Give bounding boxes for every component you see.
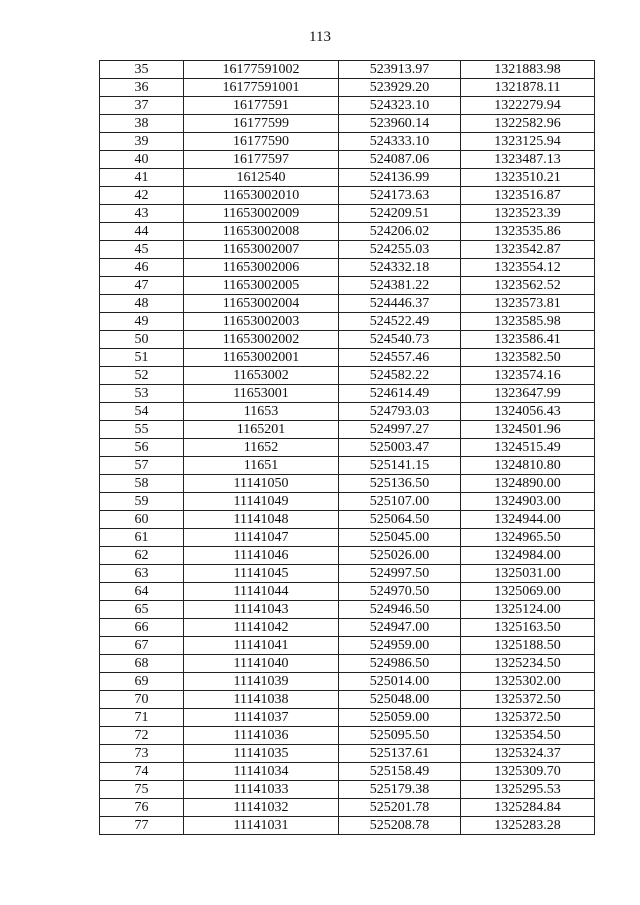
- row-number-cell: 52: [100, 367, 184, 385]
- x-coordinate-cell: 524173.63: [339, 187, 461, 205]
- point-id-cell: 11141033: [184, 781, 339, 799]
- y-coordinate-cell: 1323487.13: [461, 151, 595, 169]
- row-number-cell: 76: [100, 799, 184, 817]
- row-number-cell: 36: [100, 79, 184, 97]
- row-number-cell: 71: [100, 709, 184, 727]
- point-id-cell: 16177591002: [184, 61, 339, 79]
- row-number-cell: 66: [100, 619, 184, 637]
- table-row: [100, 511, 595, 529]
- y-coordinate-cell: 1324501.96: [461, 421, 595, 439]
- x-coordinate-cell: 524582.22: [339, 367, 461, 385]
- table-row: [100, 601, 595, 619]
- table-row: [100, 367, 595, 385]
- row-number-cell: 65: [100, 601, 184, 619]
- x-coordinate-cell: 524614.49: [339, 385, 461, 403]
- x-coordinate-cell: 525158.49: [339, 763, 461, 781]
- x-coordinate-cell: 524333.10: [339, 133, 461, 151]
- table-row: [100, 475, 595, 493]
- table-row: [100, 673, 595, 691]
- y-coordinate-cell: 1325302.00: [461, 673, 595, 691]
- point-id-cell: 11141047: [184, 529, 339, 547]
- x-coordinate-cell: 525208.78: [339, 817, 461, 835]
- y-coordinate-cell: 1324056.43: [461, 403, 595, 421]
- row-number-cell: 42: [100, 187, 184, 205]
- table-row: [100, 817, 595, 835]
- table-row: [100, 349, 595, 367]
- table-row: [100, 223, 595, 241]
- page-number: 113: [309, 29, 331, 45]
- x-coordinate-cell: 524206.02: [339, 223, 461, 241]
- point-id-cell: 11141050: [184, 475, 339, 493]
- y-coordinate-cell: 1324965.50: [461, 529, 595, 547]
- y-coordinate-cell: 1325295.53: [461, 781, 595, 799]
- point-id-cell: 11141032: [184, 799, 339, 817]
- point-id-cell: 16177590: [184, 133, 339, 151]
- table-row: [100, 547, 595, 565]
- x-coordinate-cell: 525137.61: [339, 745, 461, 763]
- x-coordinate-cell: 525179.38: [339, 781, 461, 799]
- table-row: [100, 763, 595, 781]
- y-coordinate-cell: 1322582.96: [461, 115, 595, 133]
- point-id-cell: 11653002005: [184, 277, 339, 295]
- row-number-cell: 64: [100, 583, 184, 601]
- y-coordinate-cell: 1323523.39: [461, 205, 595, 223]
- table-row: [100, 493, 595, 511]
- y-coordinate-cell: 1324944.00: [461, 511, 595, 529]
- row-number-cell: 45: [100, 241, 184, 259]
- row-number-cell: 54: [100, 403, 184, 421]
- table-row: [100, 241, 595, 259]
- point-id-cell: 11141037: [184, 709, 339, 727]
- x-coordinate-cell: 524136.99: [339, 169, 461, 187]
- point-id-cell: 16177599: [184, 115, 339, 133]
- point-id-cell: 11141046: [184, 547, 339, 565]
- y-coordinate-cell: 1323582.50: [461, 349, 595, 367]
- x-coordinate-cell: 525014.00: [339, 673, 461, 691]
- table-row: [100, 61, 595, 79]
- point-id-cell: 11141036: [184, 727, 339, 745]
- table-row: [100, 187, 595, 205]
- row-number-cell: 67: [100, 637, 184, 655]
- point-id-cell: 11653002006: [184, 259, 339, 277]
- row-number-cell: 51: [100, 349, 184, 367]
- y-coordinate-cell: 1323647.99: [461, 385, 595, 403]
- x-coordinate-cell: 523929.20: [339, 79, 461, 97]
- y-coordinate-cell: 1323535.86: [461, 223, 595, 241]
- table-row: [100, 97, 595, 115]
- x-coordinate-cell: 524793.03: [339, 403, 461, 421]
- table-row: [100, 115, 595, 133]
- row-number-cell: 39: [100, 133, 184, 151]
- table-row: [100, 691, 595, 709]
- row-number-cell: 56: [100, 439, 184, 457]
- y-coordinate-cell: 1323586.41: [461, 331, 595, 349]
- point-id-cell: 11653002008: [184, 223, 339, 241]
- y-coordinate-cell: 1325031.00: [461, 565, 595, 583]
- x-coordinate-cell: 523913.97: [339, 61, 461, 79]
- x-coordinate-cell: 524947.00: [339, 619, 461, 637]
- row-number-cell: 70: [100, 691, 184, 709]
- table-row: [100, 79, 595, 97]
- row-number-cell: 40: [100, 151, 184, 169]
- x-coordinate-cell: 524557.46: [339, 349, 461, 367]
- x-coordinate-cell: 524087.06: [339, 151, 461, 169]
- table-row: [100, 295, 595, 313]
- x-coordinate-cell: 524997.27: [339, 421, 461, 439]
- y-coordinate-cell: 1321878.11: [461, 79, 595, 97]
- row-number-cell: 53: [100, 385, 184, 403]
- row-number-cell: 55: [100, 421, 184, 439]
- row-number-cell: 62: [100, 547, 184, 565]
- y-coordinate-cell: 1323585.98: [461, 313, 595, 331]
- row-number-cell: 59: [100, 493, 184, 511]
- table-row: [100, 151, 595, 169]
- row-number-cell: 43: [100, 205, 184, 223]
- x-coordinate-cell: 525201.78: [339, 799, 461, 817]
- y-coordinate-cell: 1324890.00: [461, 475, 595, 493]
- x-coordinate-cell: 524522.49: [339, 313, 461, 331]
- y-coordinate-cell: 1323574.16: [461, 367, 595, 385]
- row-number-cell: 74: [100, 763, 184, 781]
- row-number-cell: 58: [100, 475, 184, 493]
- y-coordinate-cell: 1325372.50: [461, 709, 595, 727]
- table-row: [100, 655, 595, 673]
- x-coordinate-cell: 523960.14: [339, 115, 461, 133]
- point-id-cell: 11141034: [184, 763, 339, 781]
- y-coordinate-cell: 1325234.50: [461, 655, 595, 673]
- y-coordinate-cell: 1325124.00: [461, 601, 595, 619]
- table-row: [100, 745, 595, 763]
- table-row: [100, 439, 595, 457]
- x-coordinate-cell: 525048.00: [339, 691, 461, 709]
- row-number-cell: 77: [100, 817, 184, 835]
- table-row: [100, 529, 595, 547]
- x-coordinate-cell: 524381.22: [339, 277, 461, 295]
- point-id-cell: 16177597: [184, 151, 339, 169]
- row-number-cell: 38: [100, 115, 184, 133]
- table-row: [100, 709, 595, 727]
- y-coordinate-cell: 1323562.52: [461, 277, 595, 295]
- point-id-cell: 11653002007: [184, 241, 339, 259]
- point-id-cell: 11653002004: [184, 295, 339, 313]
- x-coordinate-cell: 524323.10: [339, 97, 461, 115]
- row-number-cell: 57: [100, 457, 184, 475]
- x-coordinate-cell: 525136.50: [339, 475, 461, 493]
- y-coordinate-cell: 1323573.81: [461, 295, 595, 313]
- y-coordinate-cell: 1323554.12: [461, 259, 595, 277]
- point-id-cell: 11653002: [184, 367, 339, 385]
- row-number-cell: 68: [100, 655, 184, 673]
- x-coordinate-cell: 525003.47: [339, 439, 461, 457]
- point-id-cell: 11141043: [184, 601, 339, 619]
- x-coordinate-cell: 525045.00: [339, 529, 461, 547]
- y-coordinate-cell: 1323125.94: [461, 133, 595, 151]
- y-coordinate-cell: 1325283.28: [461, 817, 595, 835]
- y-coordinate-cell: 1325309.70: [461, 763, 595, 781]
- point-id-cell: 16177591001: [184, 79, 339, 97]
- table-row: [100, 583, 595, 601]
- table-row: [100, 403, 595, 421]
- x-coordinate-cell: 524332.18: [339, 259, 461, 277]
- table-row: [100, 169, 595, 187]
- row-number-cell: 72: [100, 727, 184, 745]
- row-number-cell: 48: [100, 295, 184, 313]
- row-number-cell: 60: [100, 511, 184, 529]
- row-number-cell: 35: [100, 61, 184, 79]
- table-body: [100, 61, 595, 835]
- point-id-cell: 11141040: [184, 655, 339, 673]
- y-coordinate-cell: 1325188.50: [461, 637, 595, 655]
- point-id-cell: 11653002009: [184, 205, 339, 223]
- row-number-cell: 50: [100, 331, 184, 349]
- row-number-cell: 63: [100, 565, 184, 583]
- y-coordinate-cell: 1323516.87: [461, 187, 595, 205]
- y-coordinate-cell: 1325163.50: [461, 619, 595, 637]
- point-id-cell: 1612540: [184, 169, 339, 187]
- point-id-cell: 16177591: [184, 97, 339, 115]
- table-row: [100, 259, 595, 277]
- x-coordinate-cell: 524209.51: [339, 205, 461, 223]
- point-id-cell: 11141035: [184, 745, 339, 763]
- x-coordinate-cell: 524255.03: [339, 241, 461, 259]
- x-coordinate-cell: 524946.50: [339, 601, 461, 619]
- y-coordinate-cell: 1323542.87: [461, 241, 595, 259]
- table-row: [100, 727, 595, 745]
- point-id-cell: 11141031: [184, 817, 339, 835]
- y-coordinate-cell: 1323510.21: [461, 169, 595, 187]
- point-id-cell: 11651: [184, 457, 339, 475]
- y-coordinate-cell: 1324984.00: [461, 547, 595, 565]
- y-coordinate-cell: 1324515.49: [461, 439, 595, 457]
- row-number-cell: 44: [100, 223, 184, 241]
- y-coordinate-cell: 1321883.98: [461, 61, 595, 79]
- table-row: [100, 637, 595, 655]
- point-id-cell: 11652: [184, 439, 339, 457]
- table-row: [100, 385, 595, 403]
- y-coordinate-cell: 1325372.50: [461, 691, 595, 709]
- y-coordinate-cell: 1325354.50: [461, 727, 595, 745]
- x-coordinate-cell: 525107.00: [339, 493, 461, 511]
- table-row: [100, 619, 595, 637]
- row-number-cell: 37: [100, 97, 184, 115]
- point-id-cell: 11653002001: [184, 349, 339, 367]
- row-number-cell: 61: [100, 529, 184, 547]
- y-coordinate-cell: 1325324.37: [461, 745, 595, 763]
- row-number-cell: 75: [100, 781, 184, 799]
- point-id-cell: 11141041: [184, 637, 339, 655]
- table-row: [100, 331, 595, 349]
- table-row: [100, 457, 595, 475]
- y-coordinate-cell: 1324903.00: [461, 493, 595, 511]
- row-number-cell: 49: [100, 313, 184, 331]
- point-id-cell: 11653002003: [184, 313, 339, 331]
- x-coordinate-cell: 525026.00: [339, 547, 461, 565]
- table-row: [100, 133, 595, 151]
- x-coordinate-cell: 524970.50: [339, 583, 461, 601]
- x-coordinate-cell: 525064.50: [339, 511, 461, 529]
- point-id-cell: 11653002002: [184, 331, 339, 349]
- y-coordinate-cell: 1325284.84: [461, 799, 595, 817]
- table-row: [100, 799, 595, 817]
- point-id-cell: 11141042: [184, 619, 339, 637]
- point-id-cell: 11653001: [184, 385, 339, 403]
- table-row: [100, 781, 595, 799]
- table-row: [100, 313, 595, 331]
- point-id-cell: 11141048: [184, 511, 339, 529]
- x-coordinate-cell: 525141.15: [339, 457, 461, 475]
- row-number-cell: 41: [100, 169, 184, 187]
- row-number-cell: 69: [100, 673, 184, 691]
- point-id-cell: 11141049: [184, 493, 339, 511]
- point-id-cell: 11141045: [184, 565, 339, 583]
- x-coordinate-cell: 524959.00: [339, 637, 461, 655]
- point-id-cell: 11141039: [184, 673, 339, 691]
- x-coordinate-cell: 524986.50: [339, 655, 461, 673]
- x-coordinate-cell: 524446.37: [339, 295, 461, 313]
- point-id-cell: 11653: [184, 403, 339, 421]
- y-coordinate-cell: 1322279.94: [461, 97, 595, 115]
- x-coordinate-cell: 525095.50: [339, 727, 461, 745]
- table-row: [100, 565, 595, 583]
- point-id-cell: 11141044: [184, 583, 339, 601]
- y-coordinate-cell: 1325069.00: [461, 583, 595, 601]
- x-coordinate-cell: 524540.73: [339, 331, 461, 349]
- row-number-cell: 47: [100, 277, 184, 295]
- x-coordinate-cell: 525059.00: [339, 709, 461, 727]
- row-number-cell: 46: [100, 259, 184, 277]
- table-row: [100, 205, 595, 223]
- table-row: [100, 421, 595, 439]
- x-coordinate-cell: 524997.50: [339, 565, 461, 583]
- point-id-cell: 1165201: [184, 421, 339, 439]
- point-id-cell: 11653002010: [184, 187, 339, 205]
- row-number-cell: 73: [100, 745, 184, 763]
- coordinates-table: [99, 60, 595, 835]
- y-coordinate-cell: 1324810.80: [461, 457, 595, 475]
- point-id-cell: 11141038: [184, 691, 339, 709]
- table-row: [100, 277, 595, 295]
